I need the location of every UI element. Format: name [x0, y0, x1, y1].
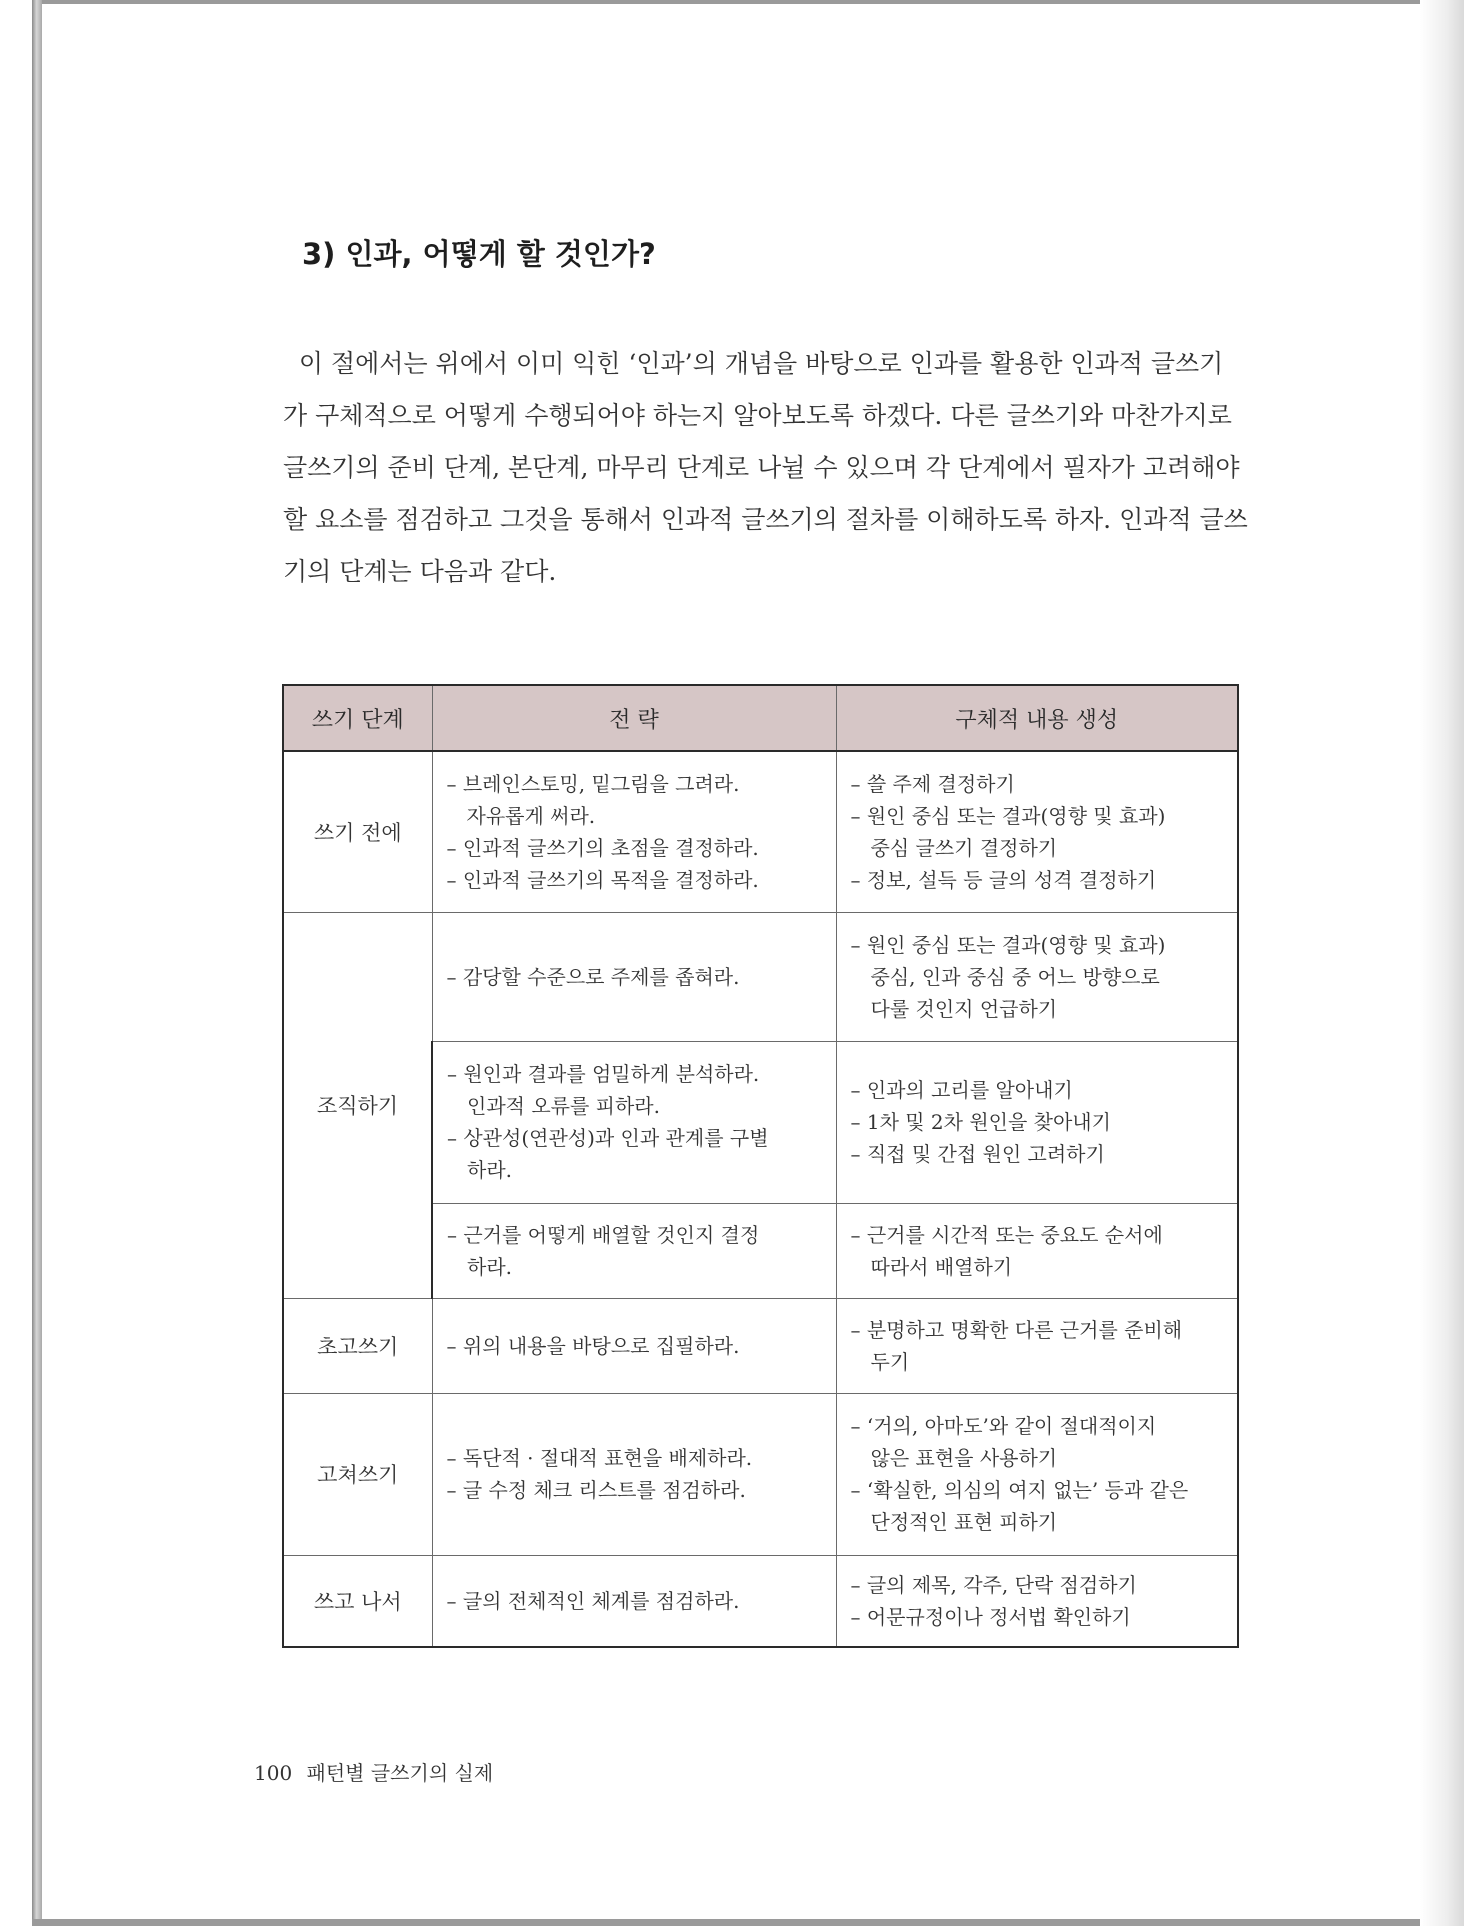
content-cell	[836, 751, 1238, 912]
strategy-item: – 글 수정 체크 리스트를 점검하라.	[446, 1478, 746, 1502]
header-stage: 쓰기 단계	[283, 685, 432, 751]
strategy-item: – 인과적 글쓰기의 초점을 결정하라.	[446, 835, 759, 860]
stage-cell: 고쳐쓰기	[283, 1393, 432, 1555]
page-footer	[254, 1757, 493, 1786]
table-row	[283, 1393, 1238, 1555]
strategy-item: – 상관성(연관성)과 인과 관계를 구별 하라.	[447, 1126, 769, 1182]
strategy-item: – 위의 내용을 바탕으로 집필하라.	[446, 1333, 740, 1358]
content-cell	[836, 912, 1238, 1041]
strategy-cell	[432, 1555, 836, 1647]
content-item: – 원인 중심 또는 결과(영향 및 효과) 중심 글쓰기 결정하기	[850, 803, 1166, 860]
content-item: – 분명하고 명확한 다른 근거를 준비해 두기	[850, 1317, 1183, 1374]
strategy-cell	[432, 912, 836, 1041]
strategy-item: – 감당할 수준으로 주제를 좁혀라.	[446, 964, 740, 989]
strategy-item: – 글의 전체적인 체계를 점검하라.	[446, 1588, 740, 1613]
strategy-cell	[432, 1298, 836, 1393]
content-item: – 인과의 고리를 알아내기	[850, 1078, 1073, 1102]
strategy-item: – 독단적 · 절대적 표현을 배제하라.	[446, 1446, 753, 1470]
strategy-item: – 근거를 어떻게 배열할 것인지 결정 하라.	[447, 1222, 760, 1279]
stage-cell: 쓰기 전에	[283, 751, 432, 912]
content-item: – 원인 중심 또는 결과(영향 및 효과) 중심, 인과 중심 중 어느 방향으로 다룰 것인지 언급하기	[850, 932, 1166, 1021]
content-cell	[836, 1393, 1238, 1555]
stage-cell: 쓰고 나서	[283, 1555, 432, 1647]
book-page-stack-bottom	[32, 1919, 1462, 1926]
table-row	[283, 1298, 1238, 1393]
content-item: – 쓸 주제 결정하기	[850, 771, 1015, 796]
content-item: – 글의 제목, 각주, 단락 점검하기	[850, 1572, 1137, 1597]
intro-line: 기의 단계는 다음과 같다.	[283, 557, 557, 586]
page-number: 100	[254, 1761, 293, 1785]
content-cell	[836, 1203, 1238, 1298]
strategy-cell	[432, 1203, 836, 1298]
table-row	[283, 1555, 1238, 1647]
intro-line: 가 구체적으로 어떻게 수행되어야 하는지 알아보도록 하겠다. 다른 글쓰기와 마찬가지로	[283, 401, 1232, 430]
content-cell	[836, 1041, 1238, 1203]
intro-line: 할 요소를 점검하고 그것을 통해서 인과적 글쓰기의 절차를 이해하도록 하자. 인과적 글쓰	[283, 505, 1248, 534]
strategy-item: – 원인과 결과를 엄밀하게 분석하라. 인과적 오류를 피하라.	[447, 1062, 760, 1118]
header-strategy: 전 략	[432, 685, 836, 751]
table-header-row	[283, 685, 1238, 751]
strategy-cell	[432, 1393, 836, 1555]
content-cell	[836, 1555, 1238, 1647]
content-item: – 정보, 설득 등 글의 성격 결정하기	[850, 867, 1157, 892]
page-edge-shadow	[1420, 0, 1464, 1926]
intro-line: 글쓰기의 준비 단계, 본단계, 마무리 단계로 나뉠 수 있으며 각 단계에서 필자가 고려해야	[283, 453, 1240, 482]
content-item: – 근거를 시간적 또는 중요도 순서에 따라서 배열하기	[850, 1222, 1163, 1279]
content-item: – 어문규정이나 정서법 확인하기	[850, 1604, 1131, 1629]
header-content: 구체적 내용 생성	[836, 685, 1238, 751]
table-row	[283, 912, 1238, 1041]
strategy-item: – 브레인스토밍, 밑그림을 그려라. 자유롭게 써라.	[446, 771, 740, 828]
stage-cell: 초고쓰기	[283, 1298, 432, 1393]
strategy-cell	[432, 751, 836, 912]
content-cell	[836, 1298, 1238, 1393]
stage-cell: 조직하기	[283, 912, 432, 1298]
intro-line: 이 절에서는 위에서 이미 익힌 ‘인과’의 개념을 바탕으로 인과를 활용한 인과적 글쓰기	[283, 349, 1224, 378]
running-title: 패턴별 글쓰기의 실제	[306, 1761, 494, 1785]
book-page-stack-left	[32, 0, 42, 1926]
section-title: 3) 인과, 어떻게 할 것인가?	[302, 237, 656, 271]
strategy-cell	[432, 1041, 836, 1203]
strategy-item: – 인과적 글쓰기의 목적을 결정하라.	[446, 867, 759, 892]
content-item: – 직접 및 간접 원인 고려하기	[850, 1142, 1105, 1166]
intro-paragraph	[283, 338, 1248, 598]
writing-steps-table	[282, 684, 1239, 1648]
content-item: – ‘거의, 아마도’와 같이 절대적이지 않은 표현을 사용하기	[850, 1414, 1157, 1470]
content-item: – 1차 및 2차 원인을 찾아내기	[850, 1110, 1111, 1134]
table-row	[283, 751, 1238, 912]
content-item: – ‘확실한, 의심의 여지 없는’ 등과 같은 단정적인 표현 피하기	[850, 1478, 1189, 1534]
